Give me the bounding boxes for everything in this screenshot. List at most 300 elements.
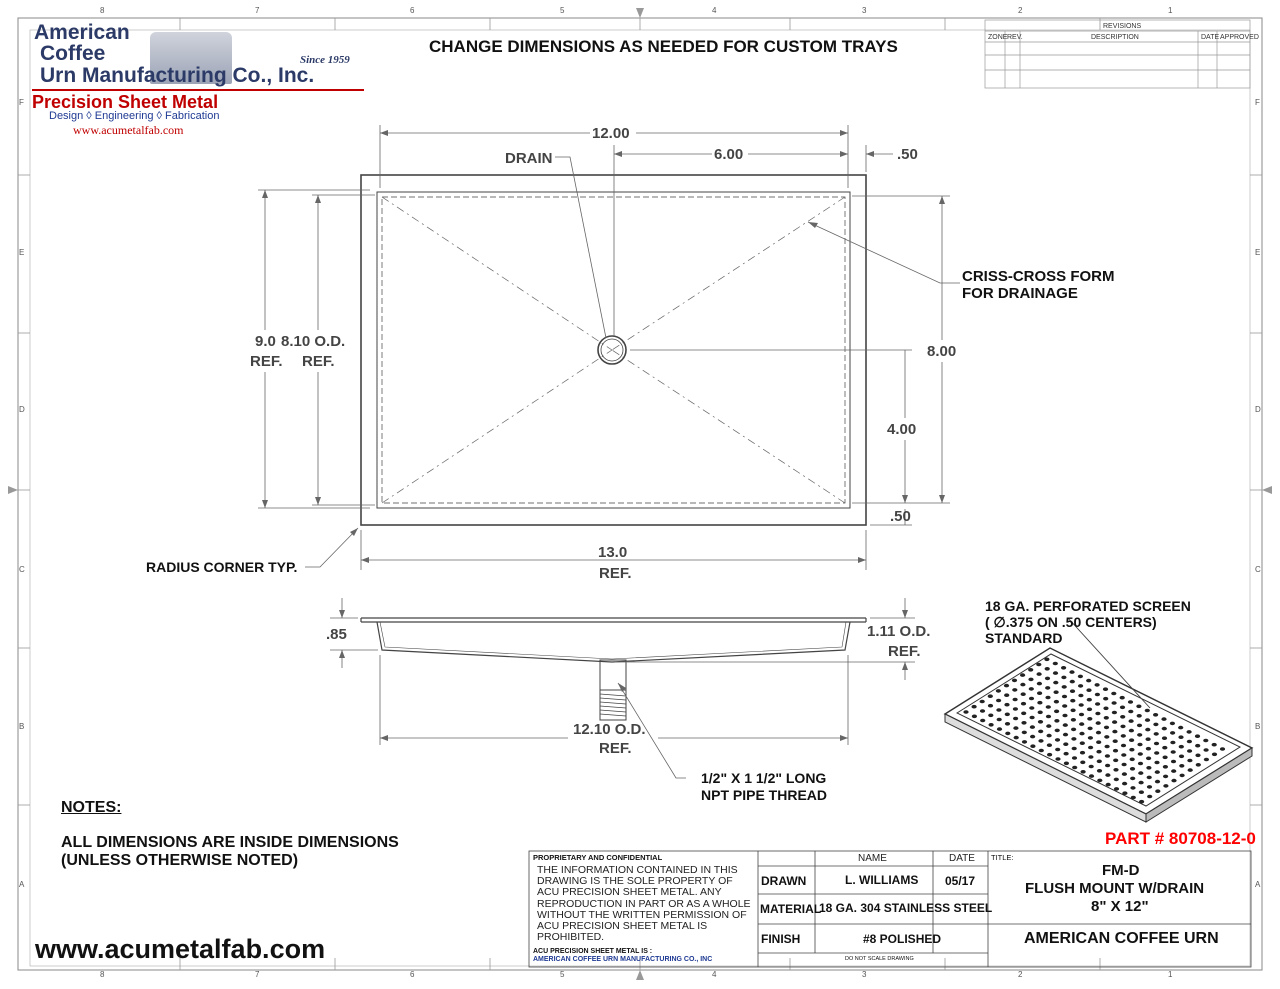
perforation-hole xyxy=(1030,735,1035,739)
perforation-hole xyxy=(1078,694,1083,698)
side-view xyxy=(361,618,866,720)
perforation-hole xyxy=(1138,771,1143,775)
tb-prop-title: PROPRIETARY AND CONFIDENTIAL xyxy=(533,853,663,862)
perforation-hole xyxy=(1145,718,1150,722)
perforation-hole xyxy=(1103,707,1108,711)
logo-url: www.acumetalfab.com xyxy=(73,123,184,137)
logo-tagline: Design ◊ Engineering ◊ Fabrication xyxy=(49,110,220,122)
perforation-hole xyxy=(1045,677,1050,681)
perforation-hole xyxy=(1072,766,1077,770)
perforation-hole xyxy=(1030,744,1035,748)
tb-drawn-name: L. WILLIAMS xyxy=(845,873,919,887)
tb-prop-is: ACU PRECISION SHEET METAL IS : xyxy=(533,948,653,955)
perforation-hole xyxy=(1061,676,1066,680)
label-screen-1: 18 GA. PERFORATED SCREEN xyxy=(985,598,1191,614)
perforation-hole xyxy=(1004,693,1009,697)
perforation-hole xyxy=(1088,727,1093,731)
perforation-hole xyxy=(1105,745,1110,749)
perforation-hole xyxy=(1080,751,1085,755)
tb-material-value: 18 GA. 304 STAINLESS STEEL xyxy=(819,901,993,915)
perforation-hole xyxy=(1044,658,1049,662)
logo-precision-sheet-metal: Precision Sheet Metal xyxy=(32,92,219,112)
perforation-hole xyxy=(1195,744,1200,748)
zone-col-6-top: 6 xyxy=(410,6,415,15)
perforation-hole xyxy=(1081,770,1086,774)
perforation-hole xyxy=(1096,740,1101,744)
perforation-hole xyxy=(1162,736,1167,740)
label-criss-cross-1: CRISS-CROSS FORM xyxy=(962,268,1115,285)
perforation-hole xyxy=(1122,782,1127,786)
logo-since: Since 1959 xyxy=(300,54,350,66)
perforation-hole xyxy=(1013,726,1018,730)
perforation-hole xyxy=(1029,687,1034,691)
perforation-hole xyxy=(1062,695,1067,699)
perforation-hole xyxy=(1112,701,1117,705)
perforation-hole xyxy=(1155,770,1160,774)
perforation-hole xyxy=(1147,795,1152,799)
perforation-hole xyxy=(1061,666,1066,670)
perforation-hole xyxy=(1113,739,1118,743)
perforation-hole xyxy=(1021,721,1026,725)
perforation-hole xyxy=(1013,698,1018,702)
perforation-hole xyxy=(1047,743,1052,747)
perforation-hole xyxy=(1080,741,1085,745)
perforation-hole xyxy=(1163,784,1168,788)
zone-col-3-top: 3 xyxy=(862,6,867,15)
perforation-hole xyxy=(1062,704,1067,708)
tb-company: AMERICAN COFFEE URN xyxy=(1024,930,1219,947)
perforation-hole xyxy=(972,705,977,709)
perforation-hole xyxy=(1037,682,1042,686)
perforation-hole xyxy=(1078,675,1083,679)
perforation-hole xyxy=(1096,721,1101,725)
perforation-hole xyxy=(1170,731,1175,735)
perforation-hole xyxy=(1071,718,1076,722)
perforation-hole xyxy=(1106,783,1111,787)
perforation-hole xyxy=(1147,776,1152,780)
perforation-hole xyxy=(1097,779,1102,783)
perforation-hole xyxy=(1171,779,1176,783)
dim-1-11-od: 1.11 O.D. xyxy=(867,623,931,640)
perforation-hole xyxy=(1130,758,1135,762)
zone-row-a-left: A xyxy=(19,880,25,889)
perforation-hole xyxy=(1187,740,1192,744)
logo-american: American xyxy=(34,21,130,44)
perforation-hole xyxy=(1113,759,1118,763)
header-note: CHANGE DIMENSIONS AS NEEDED FOR CUSTOM TRAYS xyxy=(429,37,898,56)
website-url: www.acumetalfab.com xyxy=(35,934,326,964)
perforation-hole xyxy=(1030,716,1035,720)
perforation-hole xyxy=(1072,756,1077,760)
dim-12-10-od: 12.10 O.D. xyxy=(573,721,646,738)
part-number: PART # 80708-12-0 xyxy=(1105,829,1256,848)
perforation-hole xyxy=(1146,737,1151,741)
perforation-hole xyxy=(1046,705,1051,709)
perforation-hole xyxy=(1139,790,1144,794)
tb-material-label: MATERIAL xyxy=(760,902,822,916)
perforated-screen-iso xyxy=(945,618,1252,822)
perforation-hole xyxy=(972,715,977,719)
rev-hdr-date: DATE xyxy=(1201,34,1220,41)
perforation-hole xyxy=(980,709,985,713)
rev-hdr-description: DESCRIPTION xyxy=(1091,34,1139,41)
logo-divider xyxy=(32,89,364,91)
tb-prop-line-5: WITHOUT THE WRITTEN PERMISSION OF xyxy=(537,908,747,921)
dim-4-00: 4.00 xyxy=(887,421,917,438)
perforation-hole xyxy=(1046,715,1051,719)
notes-line-1: ALL DIMENSIONS ARE INSIDE DIMENSIONS xyxy=(61,834,399,851)
zone-row-b-right: B xyxy=(1255,722,1261,731)
zone-col-2-top: 2 xyxy=(1018,6,1023,15)
tb-prop-line-4: REPRODUCTION IN PART OR AS A WHOLE xyxy=(537,897,751,910)
perforation-hole xyxy=(1120,696,1125,700)
perforation-hole xyxy=(1005,732,1010,736)
perforation-hole xyxy=(1038,720,1043,724)
perforation-hole xyxy=(1070,680,1075,684)
dim-13-0: 13.0 xyxy=(598,544,628,561)
perforation-hole xyxy=(1045,696,1050,700)
zone-row-c-right: C xyxy=(1255,565,1261,574)
perforation-hole xyxy=(1063,723,1068,727)
perforation-hole xyxy=(1070,689,1075,693)
dim-12-00: 12.00 xyxy=(592,125,630,142)
perforation-hole xyxy=(1130,786,1135,790)
dim-8-00: 8.00 xyxy=(927,343,957,360)
tb-prop-company: AMERICAN COFFEE URN MANUFACTURING CO., INC xyxy=(533,956,713,963)
tb-drawn-date: 05/17 xyxy=(945,874,976,888)
perforation-hole xyxy=(1053,662,1058,666)
zone-row-e-right: E xyxy=(1255,248,1261,257)
perforation-hole xyxy=(1103,697,1108,701)
perforation-hole xyxy=(1129,738,1134,742)
perforation-hole xyxy=(1146,747,1151,751)
perforation-hole xyxy=(1130,777,1135,781)
perforation-hole xyxy=(1047,734,1052,738)
dim-6-00: 6.00 xyxy=(714,146,744,163)
perforation-hole xyxy=(1087,717,1092,721)
perforation-hole xyxy=(1153,713,1158,717)
perforation-hole xyxy=(1039,749,1044,753)
zone-row-a-right: A xyxy=(1255,880,1261,889)
perforation-hole xyxy=(1212,753,1217,757)
perforation-hole xyxy=(1129,729,1134,733)
perforation-hole xyxy=(1187,749,1192,753)
perforation-hole xyxy=(1187,759,1192,763)
perforation-hole xyxy=(1045,667,1050,671)
perforation-hole xyxy=(1021,702,1026,706)
label-screen-3: STANDARD xyxy=(985,630,1063,646)
company-logo xyxy=(32,20,372,140)
perforation-hole xyxy=(1104,726,1109,730)
perforation-hole xyxy=(1137,733,1142,737)
perforation-hole xyxy=(1154,732,1159,736)
perforation-hole xyxy=(988,694,993,698)
perforation-hole xyxy=(1028,668,1033,672)
perforation-hole xyxy=(1136,705,1141,709)
perforation-hole xyxy=(1089,765,1094,769)
perforation-hole xyxy=(1128,700,1133,704)
perforation-hole xyxy=(1095,702,1100,706)
perforation-hole xyxy=(1045,686,1050,690)
rev-hdr-approved: APPROVED xyxy=(1220,34,1259,41)
perforation-hole xyxy=(1063,733,1068,737)
perforation-hole xyxy=(1071,728,1076,732)
perforation-hole xyxy=(1088,746,1093,750)
zone-col-5-bottom: 5 xyxy=(560,970,565,979)
perforation-hole xyxy=(1012,679,1017,683)
perforation-hole xyxy=(1021,712,1026,716)
zone-row-f-left: F xyxy=(19,98,24,107)
perforation-hole xyxy=(1070,699,1075,703)
perforation-hole xyxy=(1104,716,1109,720)
perforation-hole xyxy=(1079,722,1084,726)
perforation-hole xyxy=(996,699,1001,703)
perforation-hole xyxy=(1121,744,1126,748)
perforation-hole xyxy=(1064,762,1069,766)
notes-line-2: (UNLESS OTHERWISE NOTED) xyxy=(61,852,299,869)
perforation-hole xyxy=(996,708,1001,712)
perforation-hole xyxy=(1163,756,1168,760)
perforation-hole xyxy=(1161,717,1166,721)
zone-col-6-bottom: 6 xyxy=(410,970,415,979)
perforation-hole xyxy=(1162,727,1167,731)
perforation-hole xyxy=(1080,761,1085,765)
rev-hdr-zone: ZONE xyxy=(988,34,1008,41)
dim-0-50-top: .50 xyxy=(897,146,918,163)
perforation-hole xyxy=(1137,724,1142,728)
perforation-hole xyxy=(1145,728,1150,732)
perforation-hole xyxy=(1138,762,1143,766)
perforation-hole xyxy=(1037,672,1042,676)
perforation-hole xyxy=(1079,703,1084,707)
logo-coffee: Coffee xyxy=(40,42,106,65)
dim-13-0-ref: REF. xyxy=(599,565,632,582)
perforation-hole xyxy=(1088,736,1093,740)
zone-col-8-bottom: 8 xyxy=(100,970,105,979)
tb-finish-label: FINISH xyxy=(761,932,801,946)
perforation-hole xyxy=(997,718,1002,722)
perforation-hole xyxy=(1113,749,1118,753)
dim-0-85: .85 xyxy=(326,626,347,643)
perforation-hole xyxy=(1122,763,1127,767)
perforation-hole xyxy=(1012,688,1017,692)
perforation-hole xyxy=(1153,723,1158,727)
perforation-hole xyxy=(1020,673,1025,677)
dim-9-0-ref: REF. xyxy=(250,353,283,370)
tb-title-3: 8" X 12" xyxy=(1091,898,1149,915)
perforation-hole xyxy=(1095,683,1100,687)
perforation-hole xyxy=(1212,743,1217,747)
tb-title-1: FM-D xyxy=(1102,862,1140,879)
tb-drawn-label: DRAWN xyxy=(761,874,807,888)
dim-8-10-od: 8.10 O.D. xyxy=(281,333,346,350)
perforation-hole xyxy=(1047,753,1052,757)
perforation-hole xyxy=(1055,748,1060,752)
zone-col-7-top: 7 xyxy=(255,6,260,15)
label-pipe-thread-1: 1/2" X 1 1/2" LONG xyxy=(701,770,827,786)
perforation-hole xyxy=(1155,789,1160,793)
zone-row-c-left: C xyxy=(19,565,25,574)
perforation-hole xyxy=(1112,711,1117,715)
perforation-hole xyxy=(1028,678,1033,682)
tb-prop-line-7: PROHIBITED. xyxy=(537,931,605,944)
perforation-hole xyxy=(1121,734,1126,738)
perforation-hole xyxy=(1097,769,1102,773)
perforation-hole xyxy=(1112,720,1117,724)
perforation-hole xyxy=(1004,684,1009,688)
revisions-title: REVISIONS xyxy=(1103,23,1142,30)
dim-12-10-ref: REF. xyxy=(599,740,632,757)
perforation-hole xyxy=(1113,768,1118,772)
perforation-hole xyxy=(997,727,1002,731)
perforation-hole xyxy=(1188,768,1193,772)
perforation-hole xyxy=(1178,735,1183,739)
zone-row-b-left: B xyxy=(19,722,25,731)
perforation-hole xyxy=(1105,773,1110,777)
perforation-hole xyxy=(1013,707,1018,711)
perforation-hole xyxy=(1163,775,1168,779)
perforation-hole xyxy=(1170,741,1175,745)
perforation-hole xyxy=(1170,722,1175,726)
perforation-hole xyxy=(988,704,993,708)
perforation-hole xyxy=(1195,734,1200,738)
notes-title: NOTES: xyxy=(61,799,122,816)
zone-col-4-top: 4 xyxy=(712,6,717,15)
perforation-hole xyxy=(1079,713,1084,717)
dim-1-11-ref: REF. xyxy=(888,643,921,660)
tb-prop-text xyxy=(537,865,755,943)
perforation-hole xyxy=(1087,708,1092,712)
perforation-hole xyxy=(1096,731,1101,735)
perforation-hole xyxy=(1130,767,1135,771)
label-criss-cross-2: FOR DRAINAGE xyxy=(962,285,1078,302)
perforation-hole xyxy=(1187,730,1192,734)
zone-col-2-bottom: 2 xyxy=(1018,970,1023,979)
zone-col-5-top: 5 xyxy=(560,6,565,15)
zone-row-e-left: E xyxy=(19,248,25,257)
zone-col-3-bottom: 3 xyxy=(862,970,867,979)
perforation-hole xyxy=(1195,754,1200,758)
perforation-hole xyxy=(988,714,993,718)
perforation-hole xyxy=(1078,684,1083,688)
perforation-hole xyxy=(1029,697,1034,701)
perforation-hole xyxy=(1220,747,1225,751)
label-screen-2: ( ∅.375 ON .50 CENTERS) xyxy=(985,614,1157,630)
perforation-hole xyxy=(1155,780,1160,784)
perforation-hole xyxy=(1062,714,1067,718)
perforation-hole xyxy=(1053,681,1058,685)
perforation-hole xyxy=(1131,796,1136,800)
perforation-hole xyxy=(1139,800,1144,804)
perforation-hole xyxy=(1139,781,1144,785)
perforation-hole xyxy=(1204,758,1209,762)
perforation-hole xyxy=(1137,743,1142,747)
perforation-hole xyxy=(1121,753,1126,757)
perforation-hole xyxy=(1063,742,1068,746)
tb-prop-line-1: THE INFORMATION CONTAINED IN THIS xyxy=(537,864,738,876)
perforation-hole xyxy=(1146,766,1151,770)
tb-title-header: TITLE: xyxy=(991,853,1014,862)
perforation-hole xyxy=(1179,764,1184,768)
zone-col-7-bottom: 7 xyxy=(255,970,260,979)
zone-col-1-bottom: 1 xyxy=(1168,970,1173,979)
dim-0-50-bottom: .50 xyxy=(890,508,911,525)
perforation-hole xyxy=(1178,726,1183,730)
perforation-hole xyxy=(1055,729,1060,733)
perforation-hole xyxy=(1163,765,1168,769)
perforation-hole xyxy=(1004,703,1009,707)
perforation-hole xyxy=(1086,688,1091,692)
perforation-hole xyxy=(1180,774,1185,778)
zone-row-d-left: D xyxy=(19,405,25,414)
perforation-hole xyxy=(1146,757,1151,761)
perforation-hole xyxy=(1095,693,1100,697)
perforation-hole xyxy=(1022,740,1027,744)
tb-finish-value: #8 POLISHED xyxy=(863,932,942,946)
perforation-hole xyxy=(1022,731,1027,735)
perforation-hole xyxy=(1112,730,1117,734)
tb-name-header: NAME xyxy=(858,853,887,864)
perforation-hole xyxy=(1171,769,1176,773)
perforation-hole xyxy=(1029,706,1034,710)
perforation-hole xyxy=(963,710,968,714)
perforation-hole xyxy=(1095,712,1100,716)
perforation-hole xyxy=(1154,742,1159,746)
tb-date-header: DATE xyxy=(949,853,975,864)
perforation-hole xyxy=(1038,739,1043,743)
perforation-hole xyxy=(1104,735,1109,739)
perforation-hole xyxy=(1064,752,1069,756)
perforation-hole xyxy=(1071,737,1076,741)
zone-row-f-right: F xyxy=(1255,98,1260,107)
rev-hdr-rev: REV. xyxy=(1007,34,1023,41)
perforation-hole xyxy=(980,719,985,723)
perforation-hole xyxy=(1129,748,1134,752)
zone-col-1-top: 1 xyxy=(1168,6,1173,15)
dim-8-10-ref: REF. xyxy=(302,353,335,370)
perforation-hole xyxy=(1145,709,1150,713)
perforation-hole xyxy=(1071,709,1076,713)
perforation-hole xyxy=(1021,692,1026,696)
perforation-hole xyxy=(1054,690,1059,694)
perforation-hole xyxy=(1020,683,1025,687)
perforation-hole xyxy=(1096,750,1101,754)
perforation-hole xyxy=(1054,710,1059,714)
zone-col-4-bottom: 4 xyxy=(712,970,717,979)
perforation-hole xyxy=(1069,670,1074,674)
perforation-hole xyxy=(1055,757,1060,761)
perforation-hole xyxy=(1105,754,1110,758)
label-pipe-thread-2: NPT PIPE THREAD xyxy=(701,787,828,803)
perforation-hole xyxy=(1036,663,1041,667)
perforation-hole xyxy=(1120,715,1125,719)
zone-row-d-right: D xyxy=(1255,405,1261,414)
perforation-hole xyxy=(1147,785,1152,789)
perforation-hole xyxy=(1038,730,1043,734)
perforation-hole xyxy=(1129,719,1134,723)
perforation-hole xyxy=(1120,725,1125,729)
perforation-hole xyxy=(1196,763,1201,767)
perforation-hole xyxy=(1114,778,1119,782)
perforation-hole xyxy=(1054,719,1059,723)
label-radius-corner: RADIUS CORNER TYP. xyxy=(146,559,298,575)
perforation-hole xyxy=(1030,725,1035,729)
perforation-hole xyxy=(1111,692,1116,696)
perforation-hole xyxy=(1154,751,1159,755)
perforation-hole xyxy=(1079,732,1084,736)
perforation-hole xyxy=(1046,724,1051,728)
perforation-hole xyxy=(1053,671,1058,675)
